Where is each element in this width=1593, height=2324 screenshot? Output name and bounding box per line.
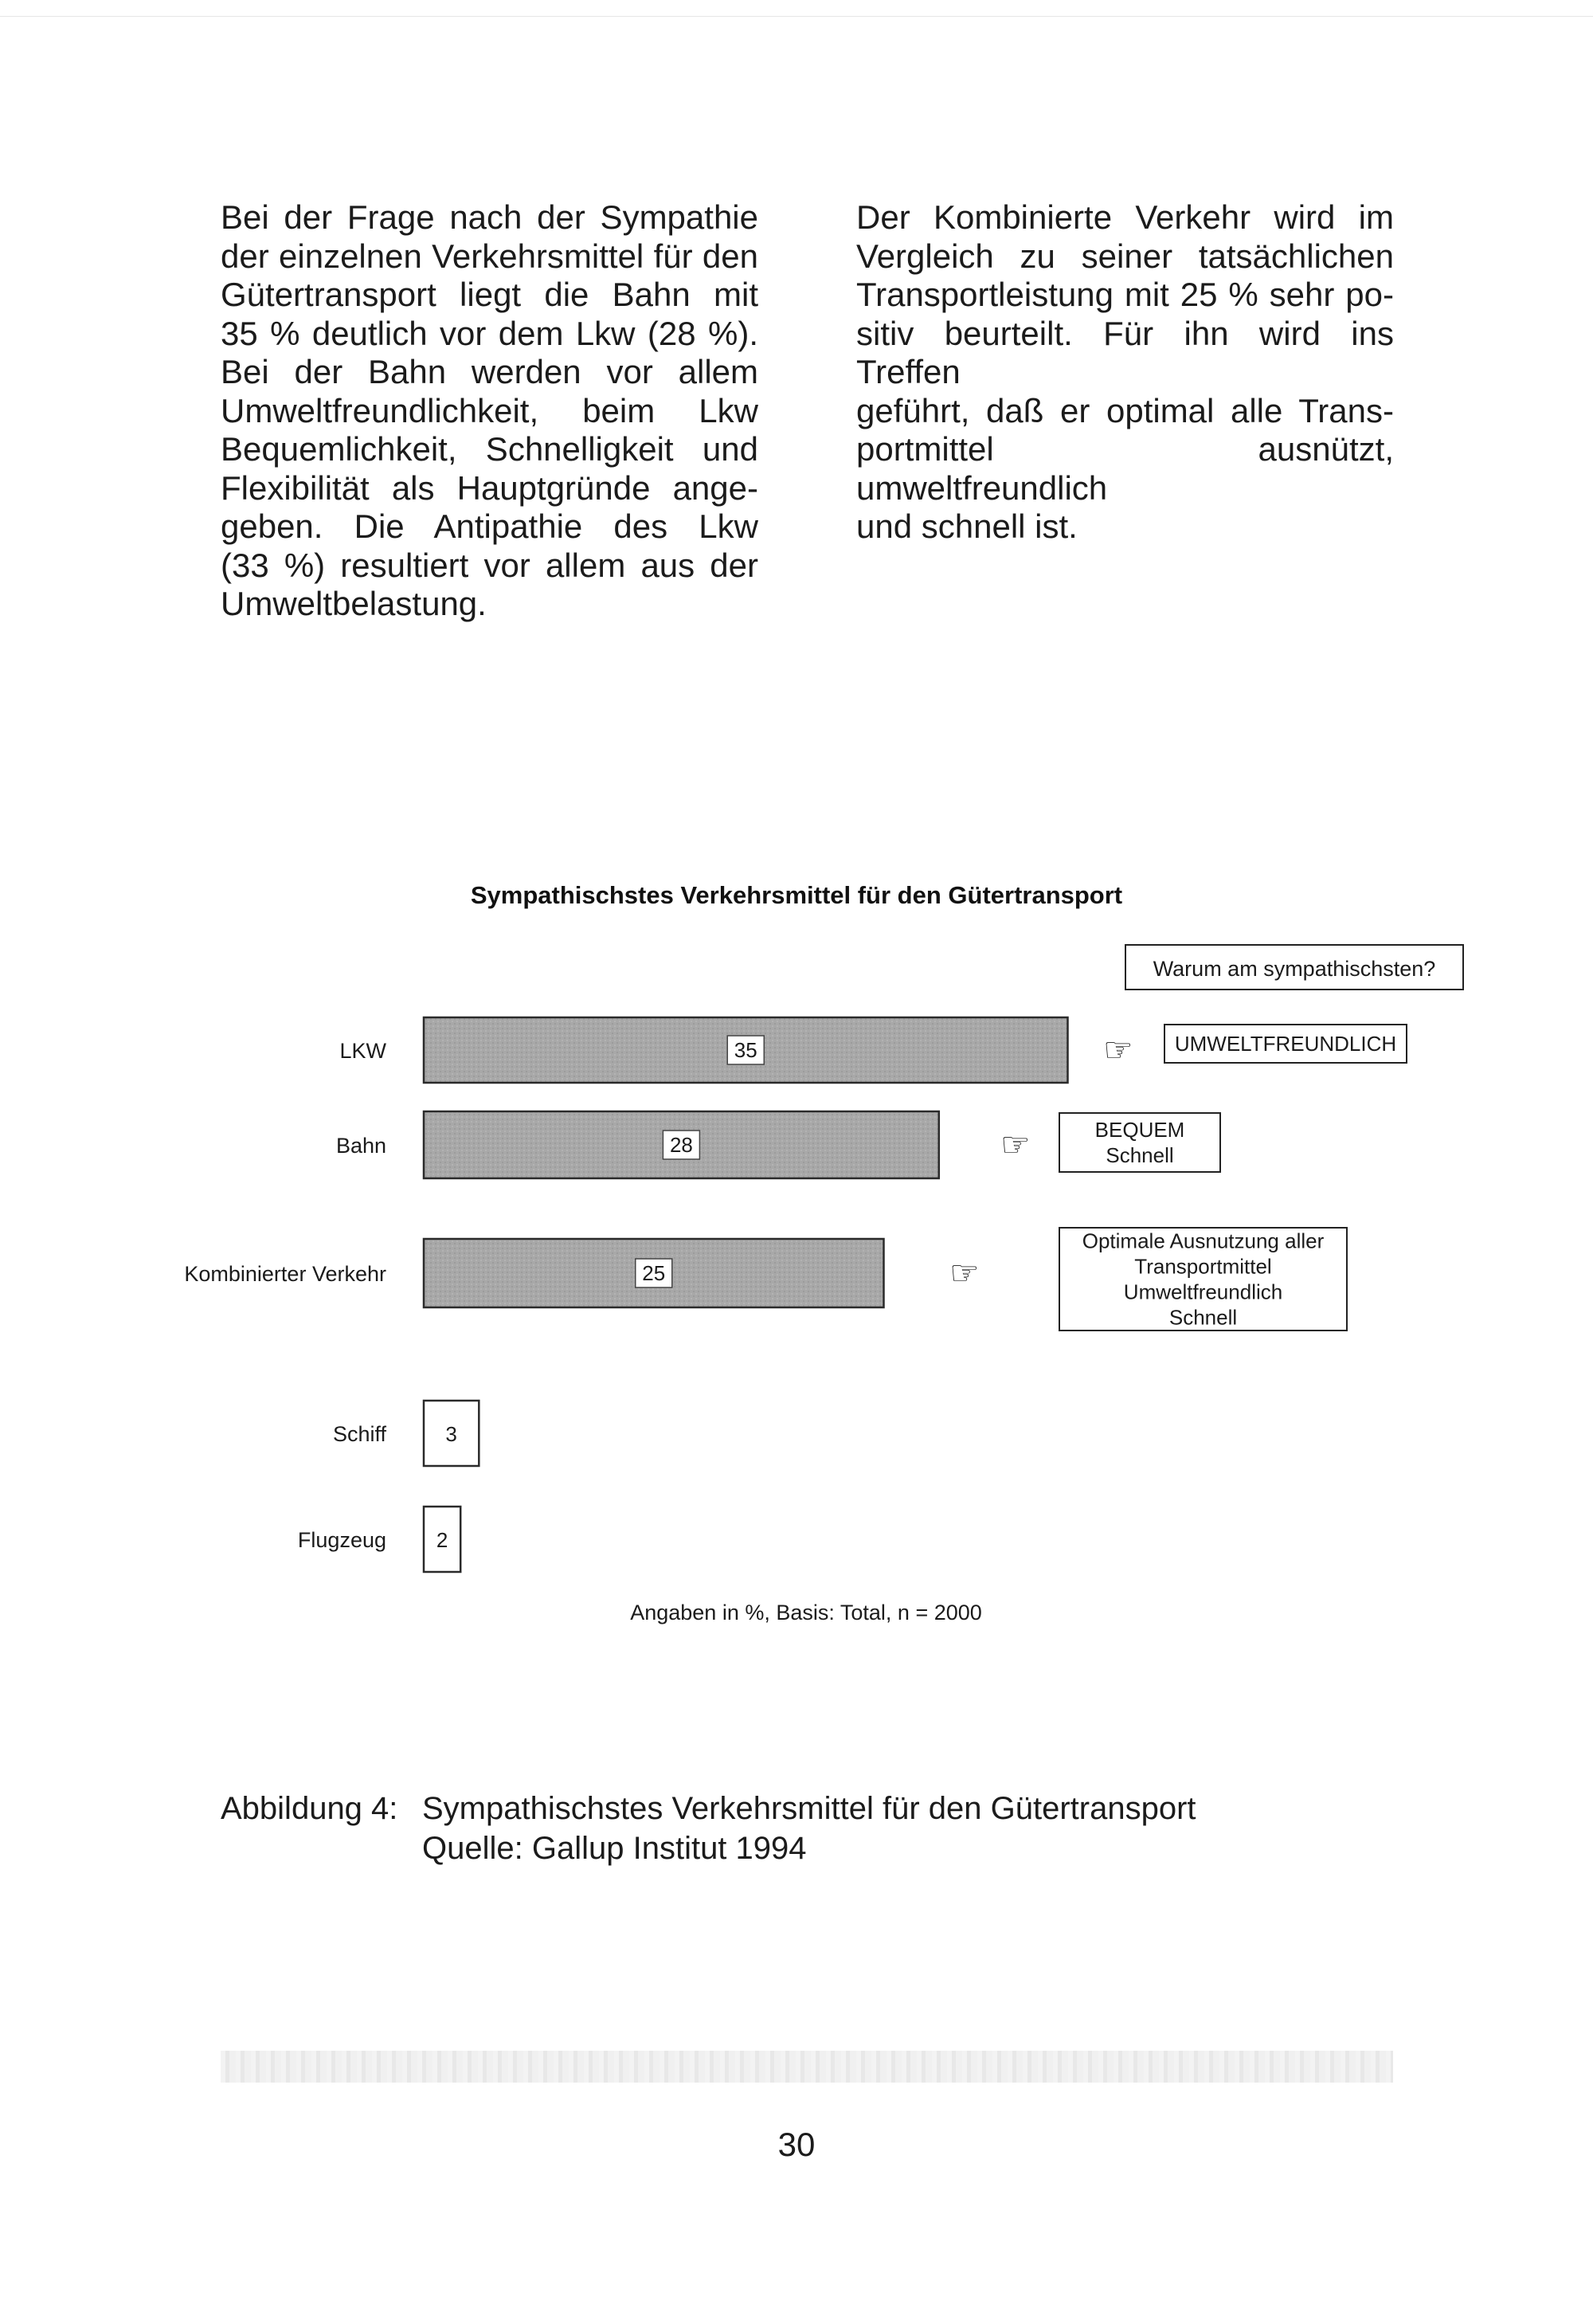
value-label: 3 (445, 1422, 457, 1446)
text-line: Bequemlichkeit, Schnelligkeit und (221, 430, 758, 468)
chart-footnote: Angaben in %, Basis: Total, n = 2000 (630, 1601, 982, 1624)
text-line: Bei der Frage nach der Sympathie (221, 198, 758, 236)
reason-text: Schnell (1106, 1143, 1174, 1167)
caption-title: Sympathischstes Verkehrsmittel für den Gütertransport (422, 1791, 1196, 1826)
text-line: und schnell ist. (856, 508, 1078, 545)
category-label: Schiff (332, 1422, 386, 1446)
page-number: 30 (777, 2126, 816, 2163)
text-line: der einzelnen Verkehrsmittel für den (221, 237, 758, 275)
text-line: geführt, daß er optimal alle Trans- (856, 391, 1394, 429)
chart-title: Sympathischstes Verkehrsmittel für den Gütertransport (470, 881, 1123, 909)
caption-source: Quelle: Gallup Institut 1994 (422, 1831, 807, 1866)
text-line: Umweltbelastung. (221, 585, 487, 622)
text-line: Bei der Bahn werden vor allem (221, 353, 758, 390)
figure-caption (221, 1789, 1196, 1868)
category-label: Flugzeug (297, 1528, 386, 1552)
caption-label: Abbildung 4: (221, 1791, 398, 1826)
pointing-hand-icon: ☞ (949, 1254, 980, 1291)
text-line: 35 % deutlich vor dem Lkw (28 %). (221, 314, 758, 352)
value-label: 35 (734, 1038, 757, 1062)
text-line: Umweltfreundlichkeit, beim Lkw (221, 391, 758, 429)
category-label: Bahn (335, 1134, 386, 1158)
text-line: Flexibilität als Hauptgründe ange- (221, 468, 758, 507)
reason-text: Optimale Ausnutzung aller (1082, 1229, 1325, 1253)
text-line: Gütertransport liegt die Bahn mit (221, 276, 758, 313)
value-label: 28 (669, 1133, 693, 1157)
reason-text: Umweltfreundlich (1123, 1280, 1283, 1304)
value-label: 25 (642, 1261, 666, 1285)
reason-text: Transportmittel (1134, 1254, 1272, 1279)
reasons-header: Warum am sympathischsten? (1153, 957, 1436, 981)
category-label: LKW (339, 1039, 386, 1063)
category-label: Kombinierter Verkehr (184, 1262, 386, 1286)
pointing-hand-icon: ☞ (1103, 1031, 1133, 1068)
text-line: Vergleich zu seiner tatsächlichen (856, 237, 1394, 275)
reason-text: UMWELTFREUNDLICH (1174, 1032, 1397, 1056)
text-line: sitiv beurteilt. Für ihn wird ins Treffen (856, 314, 1394, 390)
reason-text: BEQUEM (1094, 1118, 1185, 1142)
pointing-hand-icon: ☞ (1000, 1126, 1031, 1163)
text-line: (33 %) resultiert vor allem aus der (221, 546, 758, 584)
value-label: 2 (436, 1528, 448, 1552)
scan-band (221, 2051, 1393, 2083)
text-line: portmittel ausnützt, umweltfreundlich (856, 430, 1394, 507)
text-line: Transportleistung mit 25 % sehr po- (856, 276, 1394, 313)
text-line: Der Kombinierte Verkehr wird im (856, 198, 1394, 236)
text-line: geben. Die Antipathie des Lkw (221, 508, 758, 545)
reason-text: Schnell (1168, 1305, 1238, 1330)
